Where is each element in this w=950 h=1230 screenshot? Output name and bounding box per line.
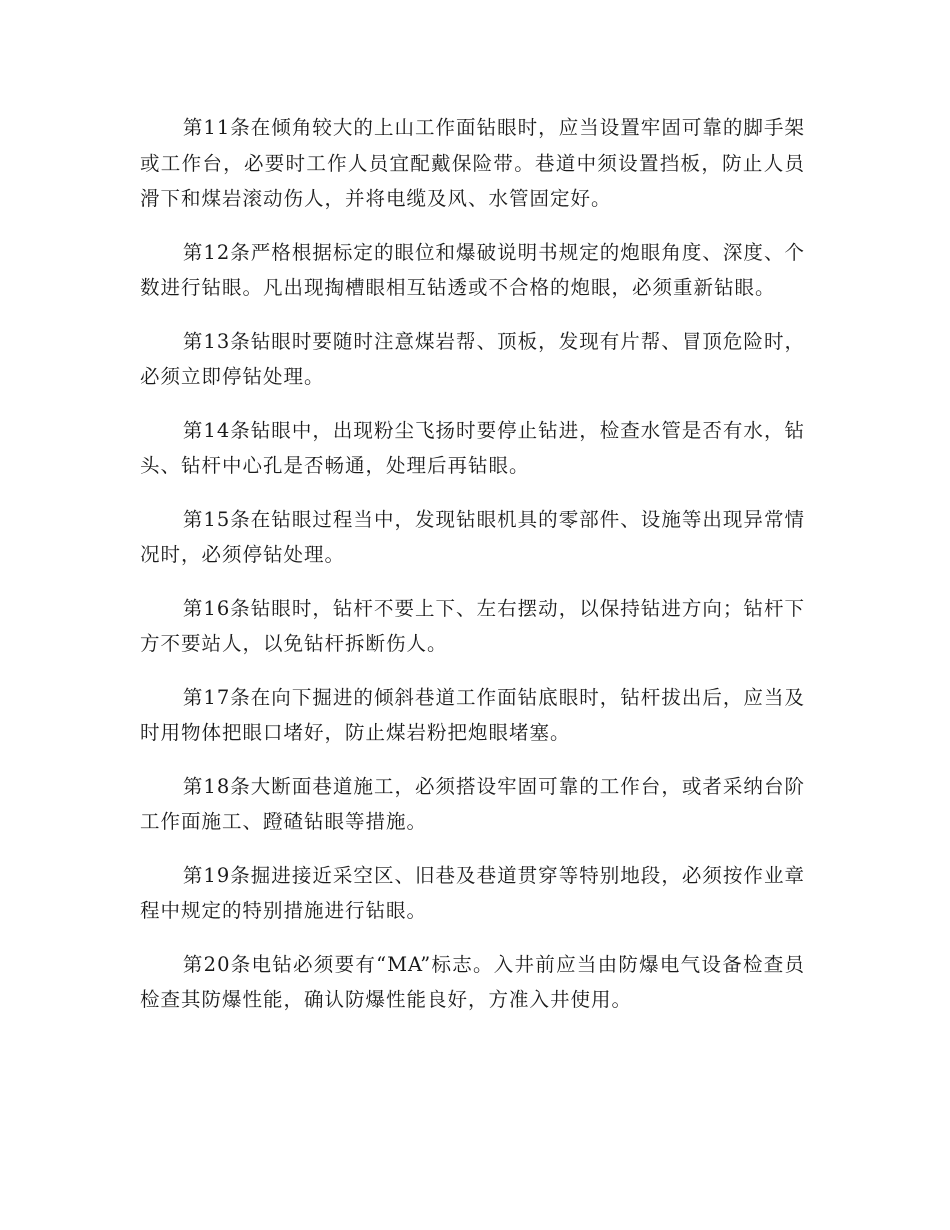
paragraph-article-15: 第15条在钻眼过程当中，发现钻眼机具的零部件、设施等出现异常情况时，必须停钻处理。	[140, 507, 805, 566]
document-body	[140, 110, 805, 1036]
paragraph-article-16: 第16条钻眼时，钻杆不要上下、左右摆动，以保持钻进方向；钻杆下方不要站人，以免钻杆拆断伤人。	[140, 596, 805, 655]
paragraph-article-13: 第13条钻眼时要随时注意煤岩帮、顶板，发现有片帮、冒顶危险时，必须立即停钻处理。	[140, 329, 805, 388]
paragraph-article-12: 第12条严格根据标定的眼位和爆破说明书规定的炮眼角度、深度、个数进行钻眼。凡出现掏槽眼相互钻透或不合格的炮眼，必须重新钻眼。	[140, 240, 805, 299]
paragraph-article-20: 第20条电钻必须要有“MA”标志。入井前应当由防爆电气设备检查员检查其防爆性能，确认防爆性能良好，方准入井使用。	[140, 952, 805, 1011]
paragraph-article-11: 第11条在倾角较大的上山工作面钻眼时，应当设置牢固可靠的脚手架或工作台，必要时工作人员宜配戴保险带。巷道中须设置挡板，防止人员滑下和煤岩滚动伤人，并将电缆及风、水管固定好。	[140, 116, 805, 210]
paragraph-article-19: 第19条掘进接近采空区、旧巷及巷道贯穿等特别地段，必须按作业章程中规定的特别措施进行钻眼。	[140, 863, 805, 922]
paragraph-article-14: 第14条钻眼中，出现粉尘飞扬时要停止钻进，检查水管是否有水，钻头、钻杆中心孔是否畅通，处理后再钻眼。	[140, 418, 805, 477]
paragraph-article-17: 第17条在向下掘进的倾斜巷道工作面钻底眼时，钻杆拔出后，应当及时用物体把眼口堵好，防止煤岩粉把炮眼堵塞。	[140, 685, 805, 744]
paragraph-article-18: 第18条大断面巷道施工，必须搭设牢固可靠的工作台，或者采纳台阶工作面施工、蹬碴钻眼等措施。	[140, 774, 805, 833]
